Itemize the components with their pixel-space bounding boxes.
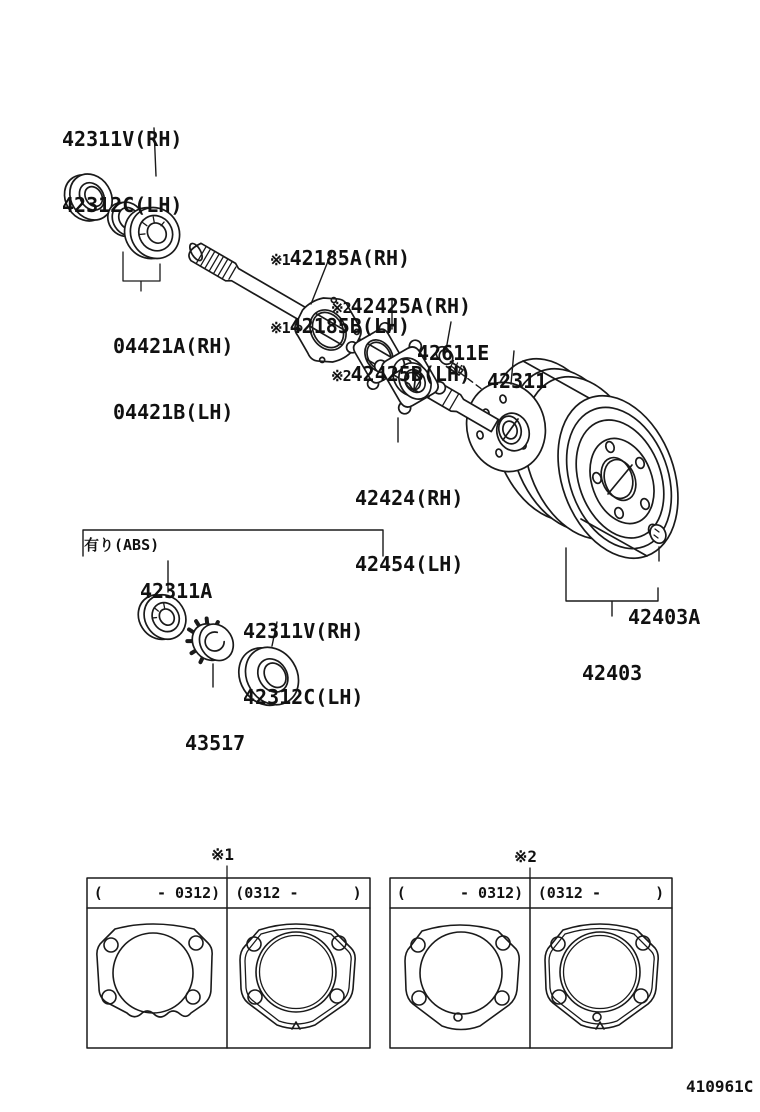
part-number: ※242425B(LH) [331, 362, 472, 386]
label-axle-shaft [487, 326, 547, 414]
part-number: 42611E [417, 341, 490, 365]
label-bearing-retainer [355, 443, 463, 597]
label-abs-bearing [140, 536, 212, 624]
table-1-col-late: (0312 - ) [235, 884, 362, 902]
label-axle-seal [62, 84, 182, 238]
part-number: 42311V(RH) [243, 619, 364, 643]
part-number: ※242425A(RH) [331, 294, 472, 318]
table-1-col-early: ( - 0312) [93, 884, 221, 902]
part-number: ※142185B(LH) [270, 314, 411, 338]
table-1-ref-mark: ※1 [211, 845, 235, 864]
part-number: ※142185A(RH) [270, 246, 411, 270]
table-2-col-late: (0312 - ) [537, 884, 665, 902]
part-number: 42312C(LH) [243, 685, 364, 709]
abs-section-heading: 有り(ABS) [84, 536, 160, 554]
part-number: 04421A(RH) [113, 334, 234, 358]
label-axle-bearing [113, 291, 233, 445]
label-hub-bolt [417, 298, 489, 386]
table-2-col-early: ( - 0312) [396, 884, 524, 902]
part-number: 42311 [487, 369, 548, 393]
part-number: 43517 [185, 731, 246, 755]
part-number: 42312C(LH) [62, 193, 183, 217]
gasket-variant-drawings [97, 924, 658, 1030]
gasket-variant-1-late [240, 924, 355, 1029]
ref-mark: ※2 [331, 367, 351, 385]
ref-mark: ※1 [270, 251, 290, 269]
part-number: 42403 [582, 661, 643, 685]
part-number: 42424(RH) [355, 486, 464, 510]
label-abs-seal [243, 576, 363, 730]
gasket-variant-1-early [97, 924, 212, 1017]
part-number: 42403A [628, 605, 701, 629]
ref-mark: ※1 [270, 319, 290, 337]
label-abs-rotor [185, 688, 245, 776]
gasket-variant-2-late [545, 924, 658, 1029]
gasket-variant-2-early [405, 925, 519, 1030]
figure-code: 410961C [686, 1077, 754, 1096]
part-number: 42311A [140, 579, 213, 603]
ref-mark: ※2 [331, 299, 351, 317]
part-number: 42311V(RH) [62, 127, 183, 151]
table-2-ref-mark: ※2 [514, 847, 538, 866]
part-number: 04421B(LH) [113, 400, 234, 424]
part-number: 42454(LH) [355, 552, 464, 576]
label-brake-drum [582, 618, 642, 706]
